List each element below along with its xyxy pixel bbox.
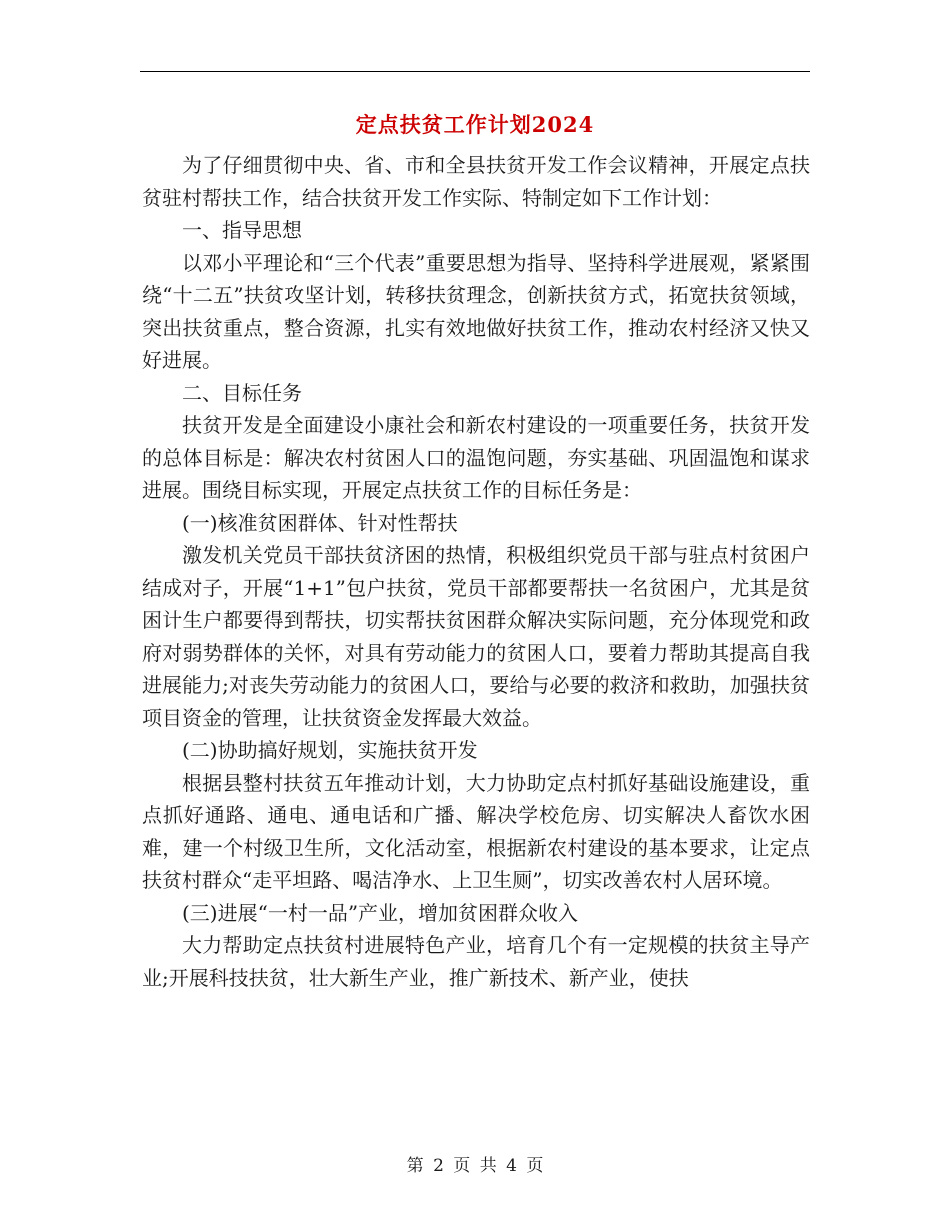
heading-goals: 二、目标任务 bbox=[182, 380, 302, 405]
page-number: 第 2 页 共 4 页 bbox=[406, 1156, 544, 1176]
paragraph-sub-1: 激发机关党员干部扶贫济困的热情，积极组织党员干部与驻点村贫困户结成对子，开展“1+1”包户扶贫，党员干部都要帮扶一名贫困户，尤其是贫困计生户都要得到帮扶，切实帮扶贫困群众解决实际问题，充分体现党和政府对弱势群体的关怀，对具有劳动能力的贫困人口，要着力帮助其提高自我进展能力;对丧失劳动能力的贫困人口，要给与必要的救济和救助，加强扶贫项目资金的管理，让扶贫资金发挥最大效益。 bbox=[142, 543, 810, 730]
subheading-3: (三)进展“一村一品”产业，增加贫困群众收入 bbox=[182, 900, 579, 925]
paragraph-goals: 扶贫开发是全面建设小康社会和新农村建设的一项重要任务，扶贫开发的总体目标是：解决农村贫困人口的温饱问题，夯实基础、巩固温饱和谋求进展。围绕目标实现，开展定点扶贫工作的目标任务是： bbox=[142, 413, 810, 502]
subheading-1: (一)核准贫困群体、针对性帮扶 bbox=[182, 510, 458, 535]
paragraph-guiding-thought: 以邓小平理论和“三个代表”重要思想为指导、坚持科学进展观，紧紧围绕“十二五”扶贫攻坚计划，转移扶贫理念，创新扶贫方式，拓宽扶贫领域，突出扶贫重点，整合资源，扎实有效地做好扶贫工作，推动农村经济又快又好进展。 bbox=[142, 250, 810, 372]
paragraph-sub-2: 根据县整村扶贫五年推动计划，大力协助定点村抓好基础设施建设，重点抓好通路、通电、通电话和广播、解决学校危房、切实解决人畜饮水困难，建一个村级卫生所，文化活动室，根据新农村建设的基本要求，让定点扶贫村群众“走平坦路、喝洁净水、上卫生厕”，切实改善农村人居环境。 bbox=[142, 770, 810, 892]
document-body bbox=[142, 149, 810, 994]
header-rule bbox=[140, 71, 810, 72]
heading-guiding-thought: 一、指导思想 bbox=[182, 218, 302, 242]
paragraph-intro: 为了仔细贯彻中央、省、市和全县扶贫开发工作会议精神，开展定点扶贫驻村帮扶工作，结合扶贫开发工作实际、特制定如下工作计划： bbox=[142, 153, 810, 210]
document-title: 定点扶贫工作计划2024 bbox=[355, 112, 595, 137]
subheading-2: (二)协助搞好规划，实施扶贫开发 bbox=[182, 738, 478, 762]
paragraph-sub-3: 大力帮助定点扶贫村进展特色产业，培育几个有一定规模的扶贫主导产业;开展科技扶贫，壮大新生产业，推广新技术、新产业，使扶 bbox=[142, 933, 810, 990]
